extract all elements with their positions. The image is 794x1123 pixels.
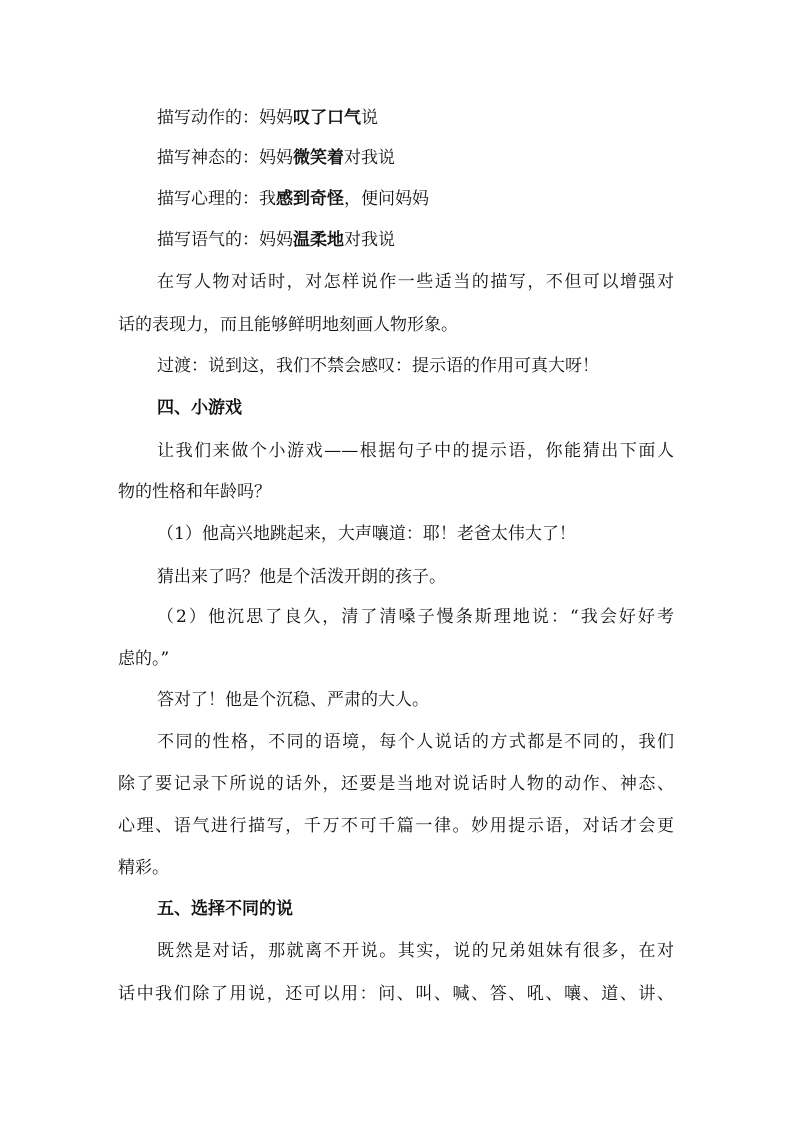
answer-line: 猜出来了吗？他是个活泼开朗的孩子。 [157, 567, 446, 587]
paragraph-line: 话的表现力，而且能够鲜明地刻画人物形象。 [118, 315, 458, 335]
paragraph-line: 精彩。 [118, 858, 169, 878]
paragraph-line: 除了要记录下所说的话外，还要是当地对说话时人物的动作、神态、 [118, 774, 674, 794]
paragraph-line: 物的性格和年龄吗？ [118, 482, 271, 502]
desc-expression-line [157, 147, 395, 169]
desc-tone-line [157, 229, 395, 251]
desc-action-line [157, 107, 378, 129]
paragraph-line: 既然是对话，那就离不开说。其实，说的兄弟姐妹有很多，在对 [157, 941, 674, 961]
line-text: 对我说 [344, 148, 395, 168]
bold-text: 温柔地 [293, 230, 344, 250]
bold-text: 叹了口气 [293, 108, 361, 128]
example-line: 虑的。” [118, 649, 170, 669]
transition-line: 过渡：说到这，我们不禁会感叹：提示语的作用可真大呀！ [157, 356, 599, 376]
answer-line: 答对了！他是个沉稳、严肃的大人。 [157, 690, 429, 710]
bold-text: 微笑着 [293, 148, 344, 168]
line-text: ，便问妈妈 [344, 189, 429, 209]
line-text: 描写心理的：我 [157, 189, 276, 209]
line-text: 描写动作的：妈妈 [157, 108, 293, 128]
example-line: （2）他沉思了良久，清了清嗓子慢条斯理地说：“我会好好考 [157, 607, 674, 627]
paragraph-line: 心理、语气进行描写，千万不可千篇一律。妙用提示语，对话才会更 [118, 816, 674, 836]
line-text: 描写语气的：妈妈 [157, 230, 293, 250]
line-text: 描写神态的：妈妈 [157, 148, 293, 168]
section-heading-5: 五、选择不同的说 [157, 899, 293, 919]
paragraph-line: 在写人物对话时，对怎样说作一些适当的描写，不但可以增强对 [157, 272, 674, 292]
section-heading-4: 四、小游戏 [157, 398, 242, 418]
line-text: 对我说 [344, 230, 395, 250]
desc-mind-line [157, 188, 429, 210]
line-text: 说 [361, 108, 378, 128]
paragraph-line: 话中我们除了用说，还可以用：问、叫、喊、答、吼、嚷、道、讲、 [118, 984, 674, 1004]
example-line: （1）他高兴地跳起来，大声嚷道：耶！老爸太伟大了！ [157, 524, 576, 544]
paragraph-line: 让我们来做个小游戏——根据句子中的提示语，你能猜出下面人 [157, 441, 674, 461]
bold-text: 感到奇怪 [276, 189, 344, 209]
paragraph-line: 不同的性格，不同的语境，每个人说话的方式都是不同的，我们 [157, 732, 674, 752]
